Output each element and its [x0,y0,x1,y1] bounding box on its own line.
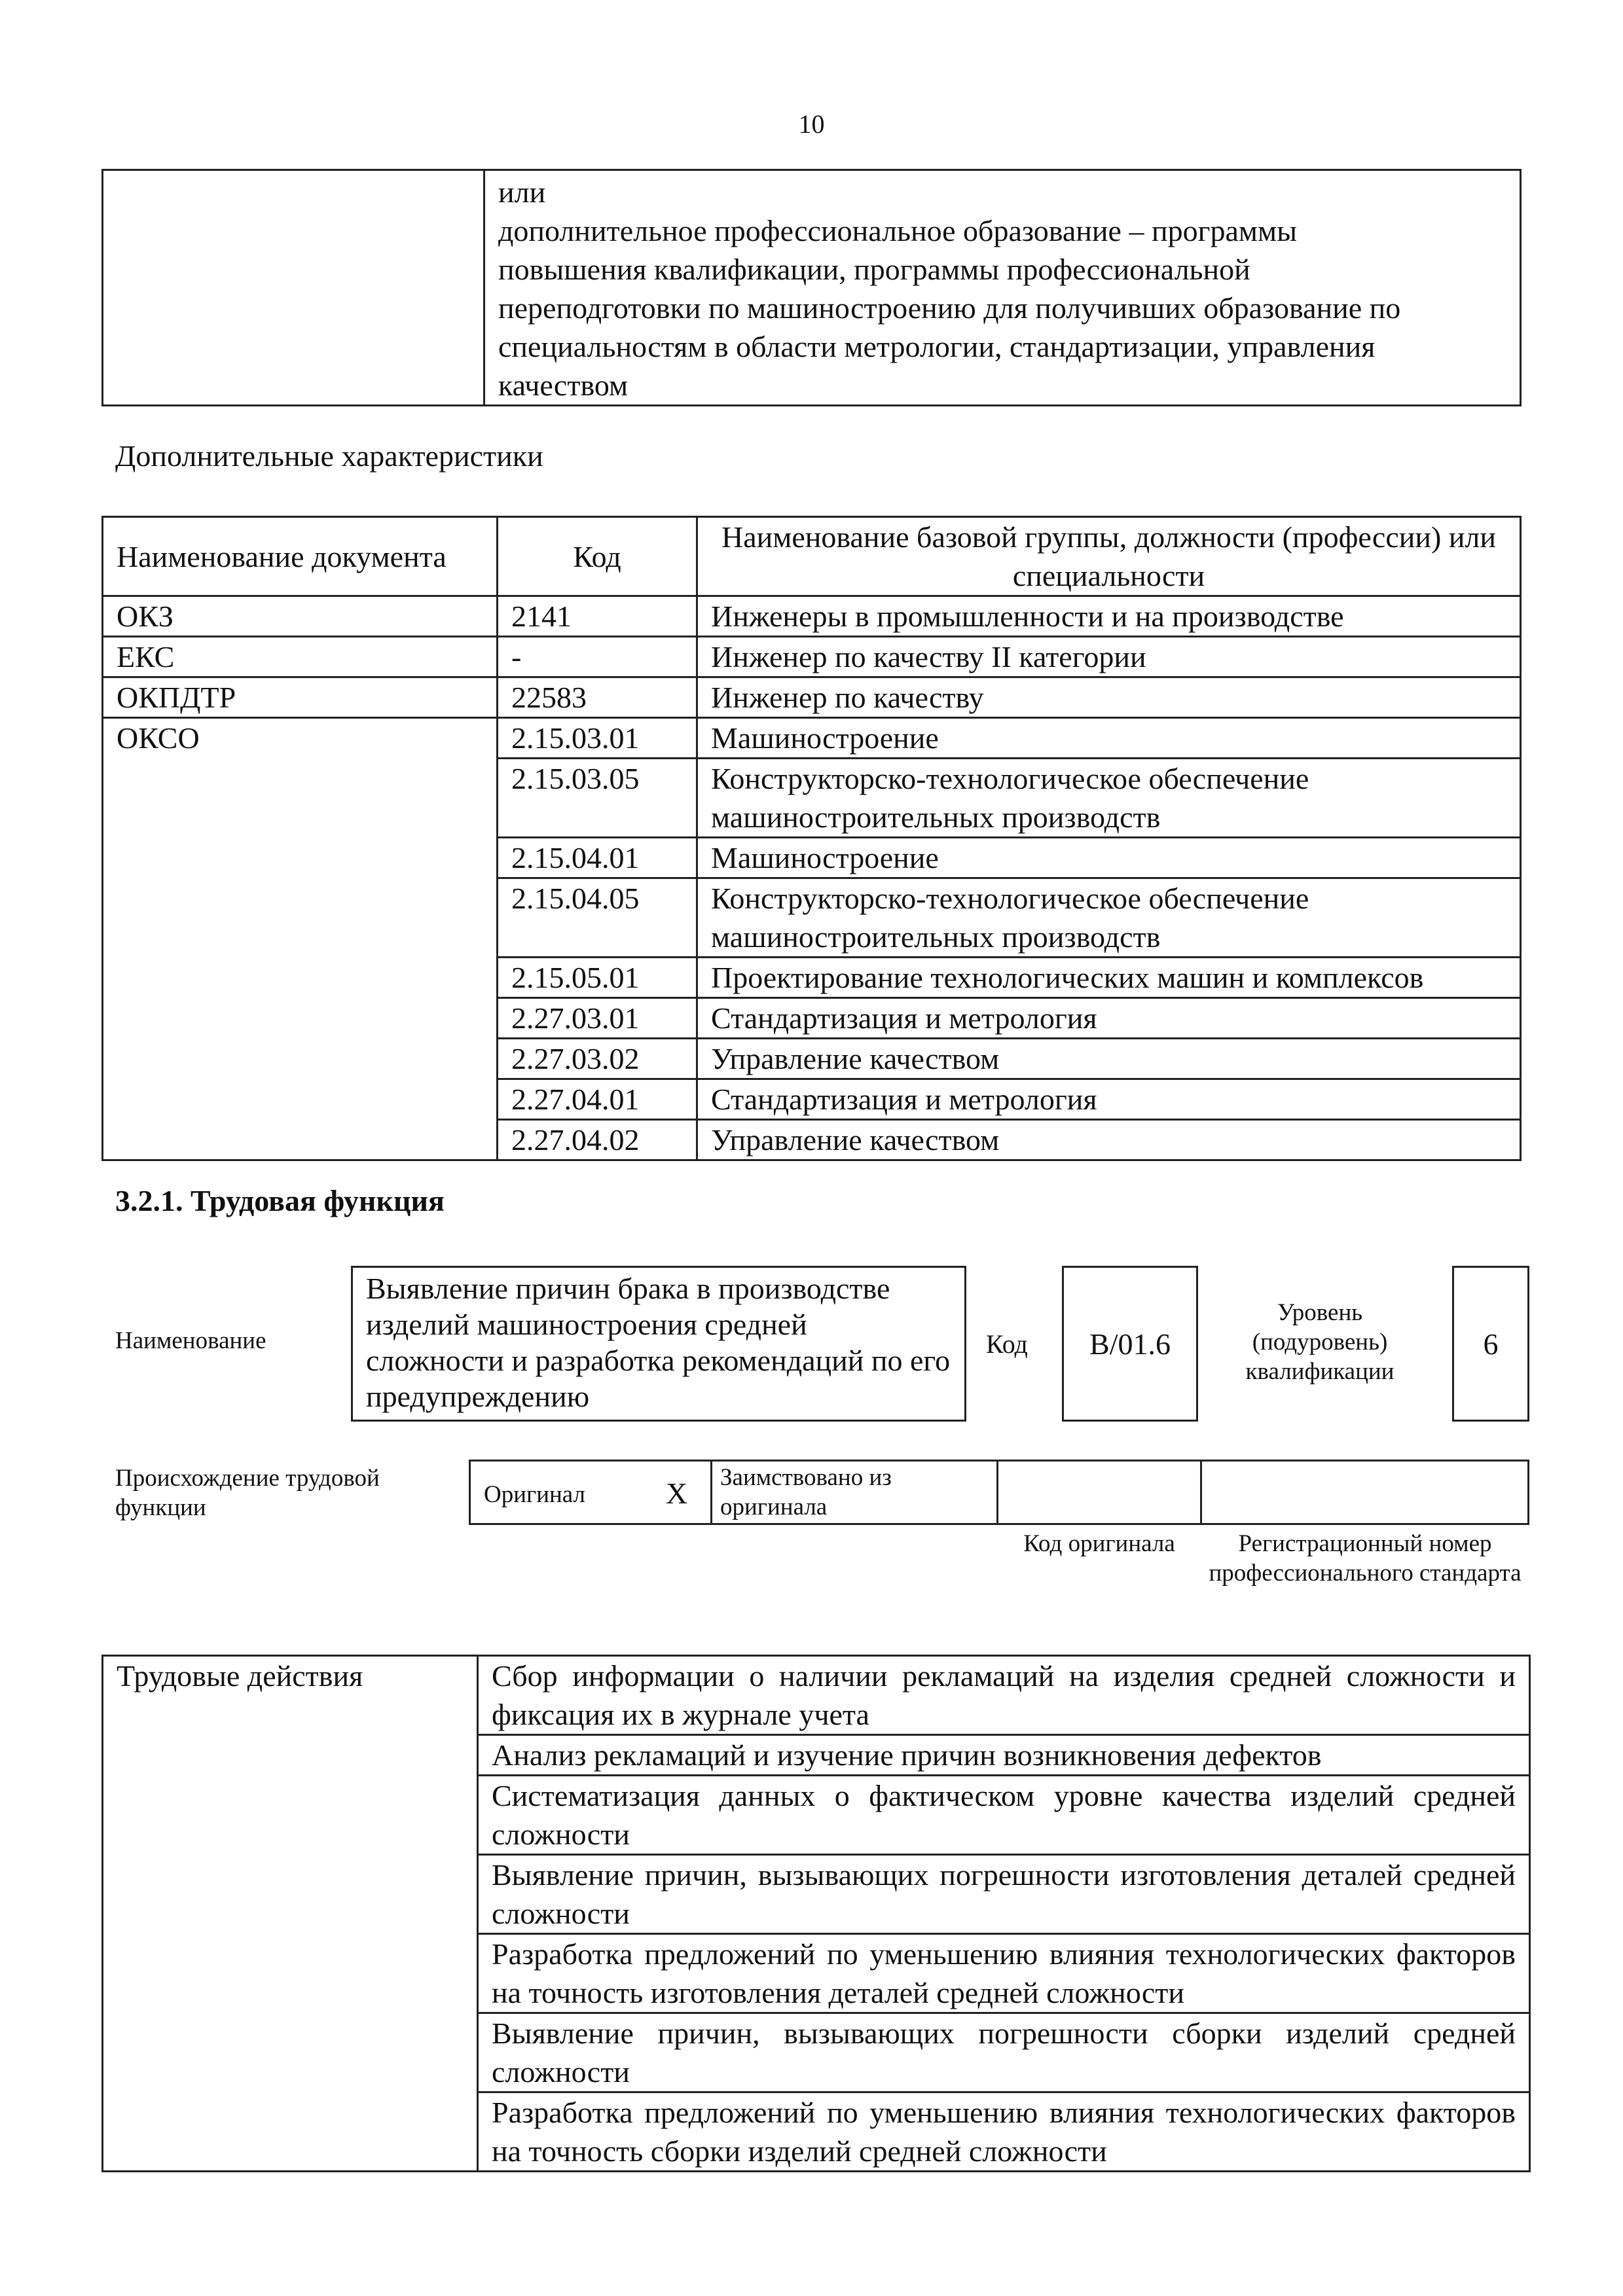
education-line: дополнительное профессиональное образование – программы [498,214,1297,247]
cell-code: 2.27.04.02 [498,1120,697,1160]
cell-doc: ОКСО [103,718,498,1160]
table-row [103,637,1521,677]
cell-name: Машиностроение [697,838,1521,878]
education-line: переподготовки по машиностроению для получивших образование по [498,291,1401,325]
code-value: B/01.6 [1089,1327,1171,1361]
cell-name: Конструкторско-технологическое обеспечение машиностроительных производств [697,878,1521,958]
cell-code: 2.15.05.01 [498,958,697,998]
cell-code: 2.15.04.01 [498,838,697,878]
name-value: Выявление причин брака в производстве изделий машиностроения средней сложности и разработка рекомендаций по его предупреждению [366,1272,951,1413]
education-empty-cell [103,170,484,406]
characteristics-table [101,516,1522,1161]
reg-number-caption: Регистрационный номер профессионального стандарта [1209,1530,1522,1587]
education-line: или [498,175,546,209]
cell-code: 2.27.04.01 [498,1079,697,1120]
action-item: Сбор информации о наличии рекламаций на изделия средней сложности и фиксация их в журнале учета [478,1656,1530,1735]
cell-name: Конструкторско-технологическое обеспечение машиностроительных производств [697,759,1521,838]
code-box [1062,1266,1198,1422]
table-row [103,596,1521,637]
code-original-caption: Код оригинала [1023,1530,1175,1557]
cell-name: Инженер по качеству II категории [697,637,1521,677]
action-item: Выявление причин, вызывающих погрешности сборки изделий средней сложности [478,2013,1530,2092]
origin-label: Происхождение трудовой функции [115,1465,380,1521]
section-heading: 3.2.1. Трудовая функция [115,1184,445,1217]
education-table [101,169,1522,406]
cell-name: Машиностроение [697,718,1521,759]
original-label: Оригинал [484,1481,586,1508]
cell-code: 2.15.03.05 [498,759,697,838]
action-item: Разработка предложений по уменьшению влияния технологических факторов на точность изготовления деталей средней сложности [478,1934,1530,2013]
cell-code: 2141 [498,596,697,637]
cell-doc: ОКПДТР [103,677,498,718]
education-line: повышения квалификации, программы профессиональной [498,253,1250,286]
action-item: Разработка предложений по уменьшению влияния технологических факторов на точность сборки изделий средней сложности [478,2092,1530,2172]
name-label: Наименование [115,1327,266,1354]
action-item: Систематизация данных о фактическом уровне качества изделий средней сложности [478,1776,1530,1855]
original-cell [469,1460,712,1525]
cell-code: 22583 [498,677,697,718]
level-label: Уровень (подуровень) квалификации [1245,1299,1395,1385]
cell-name: Инженеры в промышленности и на производстве [697,596,1521,637]
cell-name: Управление качеством [697,1120,1521,1160]
level-value: 6 [1483,1327,1499,1361]
code-original-cell [996,1460,1202,1525]
name-box [351,1266,966,1422]
table-row [103,677,1521,718]
cell-doc: ЕКС [103,637,498,677]
reg-number-cell [1200,1460,1529,1525]
page-number: 10 [798,109,825,139]
cell-code: 2.15.03.01 [498,718,697,759]
cell-doc: ОКЗ [103,596,498,637]
education-text-cell [484,170,1521,406]
table-header-row [103,517,1521,596]
additional-title: Дополнительные характеристики [115,439,543,473]
table-row [103,1656,1530,1735]
actions-label: Трудовые действия [103,1656,478,2172]
cell-code: - [498,637,697,677]
level-box [1452,1266,1529,1422]
cell-code: 2.27.03.02 [498,1039,697,1079]
cell-name: Управление качеством [697,1039,1521,1079]
cell-name: Инженер по качеству [697,677,1521,718]
actions-table [101,1655,1531,2172]
action-item: Анализ рекламаций и изучение причин возникновения дефектов [478,1735,1530,1776]
cell-code: 2.27.03.01 [498,998,697,1039]
action-item: Выявление причин, вызывающих погрешности изготовления деталей средней сложности [478,1855,1530,1934]
header-name: Наименование базовой группы, должности (профессии) или специальности [697,517,1521,596]
borrowed-cell [710,1460,998,1525]
original-mark: X [666,1477,688,1510]
cell-name: Стандартизация и метрология [697,1079,1521,1120]
header-code: Код [498,517,697,596]
code-label: Код [986,1329,1028,1359]
header-doc: Наименование документа [103,517,498,596]
cell-code: 2.15.04.05 [498,878,697,958]
education-line: специальностям в области метрологии, стандартизации, управления [498,330,1376,363]
table-row [103,718,1521,759]
cell-name: Стандартизация и метрология [697,998,1521,1039]
borrowed-label: Заимствовано из оригинала [720,1464,892,1520]
cell-name: Проектирование технологических машин и комплексов [697,958,1521,998]
education-line: качеством [498,368,629,402]
